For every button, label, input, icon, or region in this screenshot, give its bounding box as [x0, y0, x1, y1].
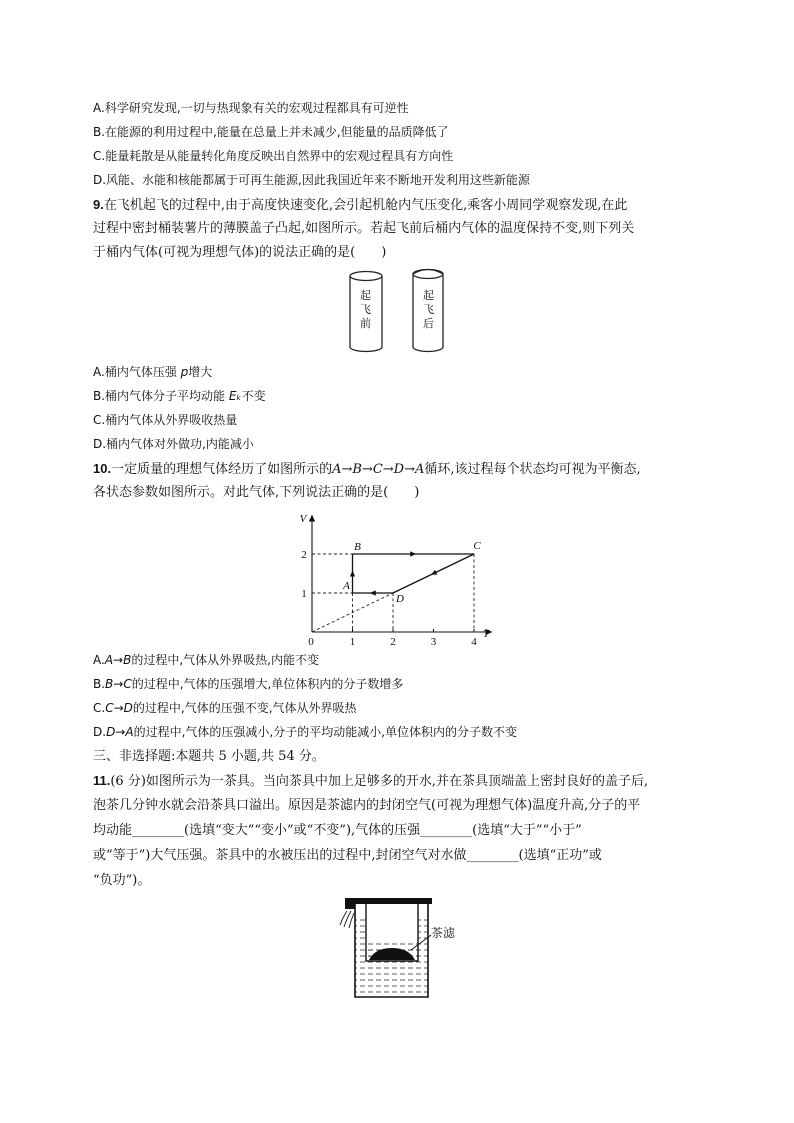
q10-stem-line2: 各状态参数如图所示。对此气体,下列说法正确的是( ) [93, 485, 420, 500]
q9-option-c: C.桶内气体从外界吸收热量 [93, 413, 238, 427]
segment-d-a-arrow [370, 590, 376, 595]
q8-option-d: D.风能、水能和核能都属于可再生能源,因此我国近年来不断地开发利用这些新能源 [93, 173, 530, 187]
section-3-heading: 三、非选择题:本题共 5 小题,共 54 分。 [93, 749, 325, 764]
x-tick-label: 4 [471, 636, 477, 645]
q11-number: 11. [93, 773, 111, 788]
q8-option-a: A.科学研究发现,一切与热现象有关的宏观过程都具有可逆性 [93, 101, 409, 115]
segment-a-b-arrow [350, 571, 355, 577]
q10-option-c: C.C→D的过程中,气体的压强不变,气体从外界吸热 [93, 701, 357, 715]
q8-option-b: B.在能源的利用过程中,能量在总量上并未减少,但能量的品质降低了 [93, 125, 449, 139]
q9-stem-line1 [93, 196, 627, 214]
q9-stem-text: 在飞机起飞的过程中,由于高度快速变化,会引起机舱内气压变化,乘客小周同学观察发现,在此 [103, 198, 628, 213]
q10-option-d: D.D→A的过程中,气体的压强减小,分子的平均动能减小,单位体积内的分子数不变 [93, 725, 518, 739]
q11-label-tea-filter: 茶滤 [431, 926, 456, 940]
q10-cycle: A→B→C→D→A [332, 462, 425, 477]
q10-option-a: A.A→B的过程中,气体从外界吸热,内能不变 [93, 653, 319, 667]
axis-label-v: V [299, 513, 307, 525]
q9-stem-line2: 过程中密封桶装薯片的薄膜盖子凸起,如图所示。若起飞前后桶内气体的温度保持不变,则下列关 [93, 221, 635, 236]
point-label-c: C [473, 540, 481, 552]
q11-tea-set-figure [335, 893, 475, 1003]
segment-b-c-arrow [410, 551, 416, 556]
q9-option-a: A.桶内气体压强 p增大 [93, 365, 213, 379]
q9-option-d: D.桶内气体对外做功,内能减小 [93, 437, 254, 451]
q11-stem-line1: 11.(6 分)如图所示为一茶具。当向茶具中加上足够多的开水,并在茶具顶端盖上密封良好的盖子后, [93, 773, 649, 789]
point-label-b: B [354, 541, 361, 553]
lid [345, 898, 432, 904]
y-tick-label: 1 [301, 588, 307, 600]
q9-label-before: 起飞前 [360, 289, 371, 330]
x-tick-label: 2 [390, 636, 396, 645]
axis-label-t: T [482, 628, 490, 640]
point-label-a: A [343, 580, 350, 592]
x-tick-label: 0 [308, 636, 314, 645]
q11-stem-line3: 均动能________(选填“变大”“变小”或“不变”),气体的压强________(选填“大于”“小于” [93, 823, 582, 838]
q10-vt-chart [292, 510, 502, 645]
y-tick-label: 2 [301, 549, 307, 561]
q10-option-b: B.B→C的过程中,气体的压强增大,单位体积内的分子数增多 [93, 677, 404, 691]
x-tick-label: 1 [349, 636, 356, 645]
overflow-water [340, 911, 354, 928]
q9-option-b: B.桶内气体分子平均动能 Eₖ不变 [93, 389, 266, 403]
q10-number: 10. [93, 461, 112, 476]
x-tick-label: 3 [430, 636, 437, 645]
q11-stem-line2: 泡茶几分钟水就会沿茶具口溢出。原因是茶滤内的封闭空气(可视为理想气体)温度升高,分子的平 [93, 798, 641, 813]
q9-number: 9. [93, 197, 104, 212]
q10-stem-line1: 10.一定质量的理想气体经历了如图所示的A→B→C→D→A循环,该过程每个状态均可视为平衡态, [93, 461, 641, 477]
q8-option-c: C.能量耗散是从能量转化角度反映出自然界中的宏观过程具有方向性 [93, 149, 454, 163]
q11-stem-line4: 或“等于”)大气压强。茶具中的水被压出的过程中,封闭空气对水做________(选填“正功”或 [93, 848, 602, 863]
q9-label-after: 起飞后 [423, 289, 434, 330]
q11-stem-line5: “负功”)。 [93, 873, 151, 888]
q9-stem-line3: 于桶内气体(可视为理想气体)的说法正确的是( ) [93, 245, 387, 260]
point-label-d: D [396, 593, 404, 605]
